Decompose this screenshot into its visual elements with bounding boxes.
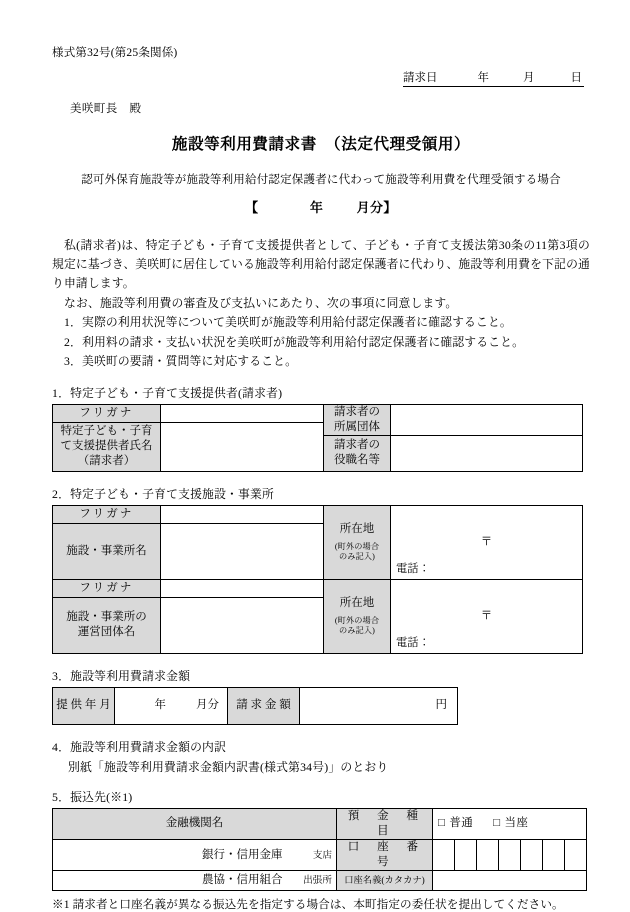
target-month-field — [52, 197, 590, 216]
provider-furigana-label: フリガナ — [53, 404, 161, 422]
bank-table — [52, 808, 587, 892]
branch-name-value[interactable] — [53, 871, 170, 891]
provider-name-label-line1: 特定子ども・子育 — [60, 425, 153, 437]
deposit-option-ordinary: 普通 — [449, 817, 474, 830]
table-row — [53, 808, 587, 839]
operator-name-label — [53, 597, 161, 653]
provider-org-label-line2: 所属団体 — [334, 420, 380, 433]
operator-address-note-line2: のみ記入) — [339, 626, 375, 636]
section-4-heading: 4．施設等利用費請求金額の内訳 — [52, 739, 227, 754]
table-row — [53, 579, 583, 597]
bank-type-line1-text: 銀行・信用金庫 — [202, 848, 283, 861]
document-subtitle: 認可外保育施設等が施設等利用給付認定保護者に代わって施設等利用費を代理受領する場合 — [81, 174, 561, 186]
facility-address-note-line1: (町外の場合 — [334, 541, 380, 551]
bank-type-line1 — [170, 840, 287, 871]
bracket-open: 【 — [245, 200, 259, 215]
table-row — [53, 404, 583, 422]
claim-date-row — [52, 69, 590, 87]
branch-suffix-2 — [287, 871, 337, 891]
provider-title-label — [324, 436, 391, 472]
operator-furigana-value[interactable] — [161, 579, 324, 597]
provider-org-value[interactable] — [391, 404, 583, 435]
table-row — [53, 840, 587, 871]
section-5-heading: 5．振込先(※1) — [52, 789, 133, 804]
page-title: 施設等利用費請求書 （法定代理受領用） — [171, 136, 471, 153]
provider-name-label-line2: て支援提供者氏名 — [60, 440, 153, 453]
section-1-heading: 1．特定子ども・子育て支援提供者(請求者) — [52, 385, 283, 400]
amount-table — [52, 687, 458, 725]
facility-name-value[interactable] — [161, 523, 324, 579]
checkbox-ordinary-icon[interactable]: □ — [438, 817, 446, 830]
list-item: 2．利用料の請求・支払い状況を美咲町が施設等利用給付認定保護者に確認すること。 — [64, 334, 525, 349]
provider-title-value[interactable] — [391, 436, 583, 472]
facility-tel-label: 電話： — [396, 562, 430, 575]
account-holder-value[interactable] — [433, 871, 587, 891]
claim-date-day-unit: 日 — [570, 72, 582, 84]
yen-unit: 円 — [435, 699, 447, 712]
operator-address-note-line1: (町外の場合 — [334, 615, 380, 625]
claim-date-month-unit: 月 — [523, 72, 535, 84]
provide-year-unit: 年 — [154, 699, 166, 712]
provide-month-value[interactable] — [115, 687, 228, 724]
account-digit-2[interactable] — [455, 840, 477, 871]
list-item: 1．実際の利用状況等について美咲町が施設等利用給付認定保護者に確認すること。 — [64, 315, 512, 330]
target-month-unit: 月分】 — [356, 200, 397, 215]
deposit-option-current: 当座 — [504, 817, 529, 830]
facility-name-label: 施設・事業所名 — [53, 523, 161, 579]
footnote: ※1 請求者と口座名義が異なる振込先を指定する場合は、本町指定の委任状を提出してください。 — [52, 898, 564, 912]
deposit-type-options[interactable] — [433, 808, 587, 839]
bank-name-value[interactable] — [53, 840, 170, 871]
provider-org-label — [324, 404, 391, 435]
provider-name-label — [53, 422, 161, 471]
provider-title-label-line2: 役職名等 — [334, 454, 380, 467]
facility-address-value[interactable] — [391, 505, 583, 579]
table-row — [53, 505, 583, 523]
account-holder-label: 口座名義(カタカナ) — [337, 871, 433, 891]
form-number: 様式第32号(第25条関係) — [52, 47, 178, 59]
operator-tel-label: 電話： — [396, 636, 430, 649]
account-digit-6[interactable] — [543, 840, 565, 871]
deposit-type-label: 預 金 種 目 — [337, 808, 433, 839]
branch-suffix-1-text: 支店 — [312, 849, 332, 861]
checkbox-current-icon[interactable]: □ — [493, 817, 501, 830]
operator-name-label-line2: 運営団体名 — [77, 626, 136, 639]
provider-org-label-line1: 請求者の — [334, 405, 380, 418]
claim-date-year-unit: 年 — [477, 72, 489, 84]
bank-type-line2-text: 農協・信用組合 — [202, 874, 283, 887]
account-digit-7[interactable] — [565, 840, 587, 871]
facility-address-note — [324, 542, 390, 563]
facility-address-label-text: 所在地 — [339, 522, 375, 535]
facility-table — [52, 505, 583, 654]
operator-address-label-text: 所在地 — [339, 596, 375, 609]
bank-name-label: 金融機関名 — [53, 808, 337, 839]
operator-name-label-line1: 施設・事業所の — [66, 611, 147, 624]
table-row — [53, 871, 587, 891]
account-digit-5[interactable] — [521, 840, 543, 871]
account-number-label: 口 座 番 号 — [337, 840, 433, 871]
section-2-heading: 2．特定子ども・子育て支援施設・事業所 — [52, 486, 275, 501]
provider-table — [52, 404, 583, 472]
addressee: 美咲町長 殿 — [70, 103, 142, 115]
target-year-unit: 年 — [309, 200, 324, 215]
provide-month-label: 提 供 年 月 — [53, 687, 115, 724]
operator-furigana-label: フリガナ — [53, 579, 161, 597]
intro-paragraph: 私(請求者)は、特定子ども・子育て支援提供者として、子ども・子育て支援法第30条の11第3項の規定に基づき、美咲町に居住している施設等利用給付認定保護者に代わり、施設等利用費を下記の通り申請します。 — [52, 238, 590, 291]
provider-title-label-line1: 請求者の — [334, 439, 380, 452]
facility-address-label — [324, 505, 391, 579]
operator-address-note — [324, 616, 390, 637]
operator-address-label — [324, 579, 391, 653]
table-row — [53, 687, 458, 724]
account-digit-4[interactable] — [499, 840, 521, 871]
section-3-heading: 3．施設等利用費請求金額 — [52, 668, 191, 683]
claim-date-label: 請求日 — [403, 72, 438, 84]
account-digit-3[interactable] — [477, 840, 499, 871]
claim-date-line — [403, 69, 584, 87]
facility-furigana-value[interactable] — [161, 505, 324, 523]
provide-month-unit: 月分 — [196, 699, 219, 712]
consent-list — [52, 313, 590, 370]
branch-suffix-2-text: 出張所 — [303, 875, 332, 887]
provider-name-label-line3: （請求者） — [77, 455, 136, 468]
provider-furigana-value[interactable] — [161, 404, 324, 422]
operator-name-value[interactable] — [161, 597, 324, 653]
branch-suffix-1 — [287, 840, 337, 871]
section-4-note: 別紙「施設等利用費請求金額内訳書(様式第34号)」のとおり — [68, 759, 389, 774]
facility-address-note-line2: のみ記入) — [339, 552, 375, 562]
claim-amount-value[interactable] — [300, 687, 458, 724]
postal-code-icon: 〒 — [480, 535, 493, 548]
provider-name-value[interactable] — [161, 422, 324, 471]
facility-furigana-label: フリガナ — [53, 505, 161, 523]
list-item: 3．美咲町の要請・質問等に対応すること。 — [64, 353, 298, 368]
consent-intro-paragraph: なお、施設等利用費の審査及び支払いにあたり、次の事項に同意します。 — [64, 296, 458, 311]
operator-address-value[interactable] — [391, 579, 583, 653]
claim-amount-label: 請 求 金 額 — [228, 687, 300, 724]
bank-type-line2 — [170, 871, 287, 891]
postal-code-icon: 〒 — [480, 609, 493, 622]
